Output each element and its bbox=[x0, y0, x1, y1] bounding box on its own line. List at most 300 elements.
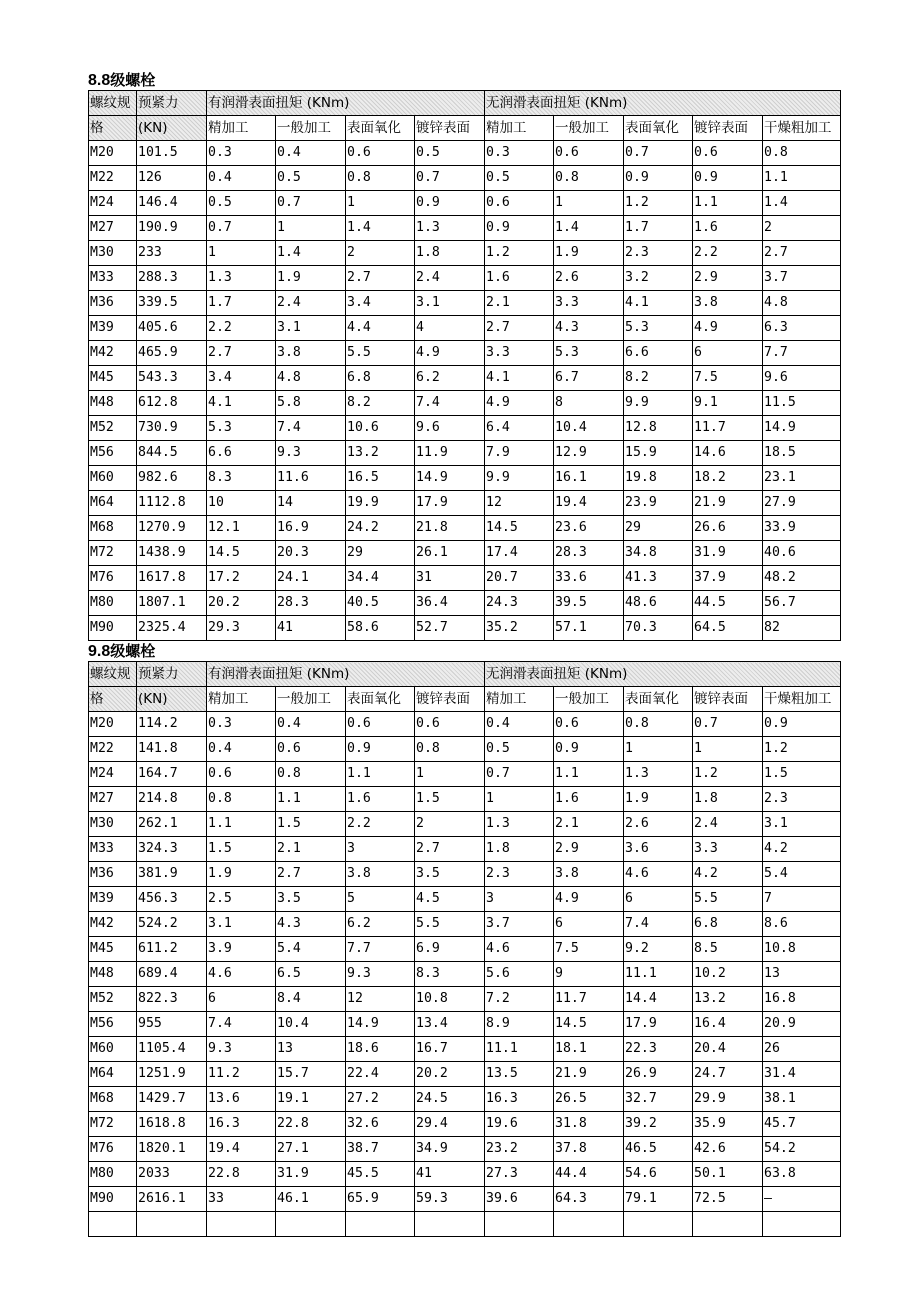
torque-cell: 7.2 bbox=[485, 987, 554, 1012]
torque-cell: 33 bbox=[207, 1187, 276, 1212]
torque-cell: 64.5 bbox=[693, 616, 763, 641]
torque-cell: 6.5 bbox=[276, 962, 346, 987]
torque-cell: 19.9 bbox=[346, 491, 415, 516]
torque-cell: 9.6 bbox=[415, 416, 485, 441]
torque-cell: 3.5 bbox=[276, 887, 346, 912]
torque-cell: 1.8 bbox=[415, 241, 485, 266]
torque-cell: 56.7 bbox=[763, 591, 841, 616]
torque-cell: 12 bbox=[485, 491, 554, 516]
thread-size-cell: M64 bbox=[89, 491, 137, 516]
col-header: 表面氧化 bbox=[346, 116, 415, 141]
torque-cell: 2 bbox=[763, 216, 841, 241]
torque-cell: 65.9 bbox=[346, 1187, 415, 1212]
torque-cell: 4.8 bbox=[276, 366, 346, 391]
torque-cell: 1.3 bbox=[207, 266, 276, 291]
torque-cell: 4.8 bbox=[763, 291, 841, 316]
preload-cell: 611.2 bbox=[137, 937, 207, 962]
header-row-columns bbox=[89, 687, 841, 712]
torque-cell: 34.8 bbox=[624, 541, 693, 566]
table-row bbox=[89, 291, 841, 316]
preload-cell: 1112.8 bbox=[137, 491, 207, 516]
torque-cell: 4.9 bbox=[485, 391, 554, 416]
torque-cell: 54.6 bbox=[624, 1162, 693, 1187]
preload-cell: 1820.1 bbox=[137, 1137, 207, 1162]
torque-cell: 36.4 bbox=[415, 591, 485, 616]
torque-cell: 17.9 bbox=[624, 1012, 693, 1037]
preload-cell: 982.6 bbox=[137, 466, 207, 491]
torque-cell: 20.4 bbox=[693, 1037, 763, 1062]
torque-cell: 26 bbox=[763, 1037, 841, 1062]
torque-cell: 1.4 bbox=[554, 216, 624, 241]
torque-cell: 2.2 bbox=[693, 241, 763, 266]
torque-cell: 34.4 bbox=[346, 566, 415, 591]
torque-cell: 29.9 bbox=[693, 1087, 763, 1112]
torque-cell: 1.4 bbox=[346, 216, 415, 241]
torque-cell: 13.2 bbox=[346, 441, 415, 466]
torque-cell: 10.6 bbox=[346, 416, 415, 441]
torque-cell: 59.3 bbox=[415, 1187, 485, 1212]
thread-size-cell: M20 bbox=[89, 712, 137, 737]
thread-spec-header: 螺纹规 bbox=[89, 91, 137, 116]
torque-cell: 3.5 bbox=[415, 862, 485, 887]
col-header: 一般加工 bbox=[276, 687, 346, 712]
torque-cell: 14.9 bbox=[346, 1012, 415, 1037]
torque-cell: 0.9 bbox=[346, 737, 415, 762]
thread-size-cell: M36 bbox=[89, 862, 137, 887]
torque-cell: 4.3 bbox=[554, 316, 624, 341]
torque-cell bbox=[624, 1212, 693, 1237]
torque-cell: 2.6 bbox=[554, 266, 624, 291]
torque-cell bbox=[207, 1212, 276, 1237]
preload-unit: (KN) bbox=[137, 687, 207, 712]
torque-cell: 54.2 bbox=[763, 1137, 841, 1162]
torque-cell: 2.3 bbox=[485, 862, 554, 887]
torque-cell: 0.9 bbox=[485, 216, 554, 241]
torque-cell: 3.6 bbox=[624, 837, 693, 862]
torque-cell: 34.9 bbox=[415, 1137, 485, 1162]
thread-size-cell: M90 bbox=[89, 616, 137, 641]
torque-cell: 1.7 bbox=[207, 291, 276, 316]
torque-cell: 31.9 bbox=[693, 541, 763, 566]
torque-cell: 7.5 bbox=[693, 366, 763, 391]
table-row bbox=[89, 862, 841, 887]
torque-cell: 18.6 bbox=[346, 1037, 415, 1062]
preload-cell: 381.9 bbox=[137, 862, 207, 887]
torque-cell: 29 bbox=[624, 516, 693, 541]
grade-suffix: 级螺栓 bbox=[110, 642, 156, 660]
torque-cell: 0.5 bbox=[415, 141, 485, 166]
torque-cell: 46.1 bbox=[276, 1187, 346, 1212]
thread-size-cell: M24 bbox=[89, 762, 137, 787]
torque-cell: 0.9 bbox=[693, 166, 763, 191]
torque-cell: 7.7 bbox=[763, 341, 841, 366]
torque-cell: 6.6 bbox=[624, 341, 693, 366]
col-header: 精加工 bbox=[485, 116, 554, 141]
preload-cell: 141.8 bbox=[137, 737, 207, 762]
header-row-columns bbox=[89, 116, 841, 141]
torque-cell: 1.9 bbox=[624, 787, 693, 812]
torque-cell: 3.3 bbox=[554, 291, 624, 316]
thread-size-cell: M39 bbox=[89, 316, 137, 341]
torque-cell: 1 bbox=[207, 241, 276, 266]
torque-cell: 0.6 bbox=[485, 191, 554, 216]
torque-cell: 35.2 bbox=[485, 616, 554, 641]
torque-cell: 41 bbox=[276, 616, 346, 641]
thread-size-cell: M22 bbox=[89, 166, 137, 191]
torque-cell: 19.4 bbox=[207, 1137, 276, 1162]
torque-cell: 6.9 bbox=[415, 937, 485, 962]
torque-cell: 0.5 bbox=[276, 166, 346, 191]
torque-cell: 5.3 bbox=[624, 316, 693, 341]
col-header: 一般加工 bbox=[276, 116, 346, 141]
thread-size-cell: M45 bbox=[89, 366, 137, 391]
torque-cell: 7.4 bbox=[415, 391, 485, 416]
torque-cell: 2.7 bbox=[276, 862, 346, 887]
thread-size-cell: M33 bbox=[89, 266, 137, 291]
thread-size-cell: M90 bbox=[89, 1187, 137, 1212]
torque-cell: 23.9 bbox=[624, 491, 693, 516]
torque-cell: — bbox=[763, 1187, 841, 1212]
torque-cell: 10.2 bbox=[693, 962, 763, 987]
torque-cell: 11.7 bbox=[693, 416, 763, 441]
torque-cell: 12.1 bbox=[207, 516, 276, 541]
torque-cell: 3.1 bbox=[415, 291, 485, 316]
torque-cell: 7.9 bbox=[485, 441, 554, 466]
torque-cell: 23.6 bbox=[554, 516, 624, 541]
torque-cell: 1.6 bbox=[346, 787, 415, 812]
thread-size-cell: M76 bbox=[89, 1137, 137, 1162]
preload-cell bbox=[137, 1212, 207, 1237]
preload-cell: 114.2 bbox=[137, 712, 207, 737]
torque-cell: 39.5 bbox=[554, 591, 624, 616]
torque-cell: 27.1 bbox=[276, 1137, 346, 1162]
thread-spec-header: 螺纹规 bbox=[89, 662, 137, 687]
torque-cell: 3.4 bbox=[207, 366, 276, 391]
torque-cell: 14.9 bbox=[763, 416, 841, 441]
torque-cell: 1.3 bbox=[415, 216, 485, 241]
torque-cell: 64.3 bbox=[554, 1187, 624, 1212]
table-row bbox=[89, 1187, 841, 1212]
torque-cell bbox=[554, 1212, 624, 1237]
torque-cell: 9.3 bbox=[276, 441, 346, 466]
torque-cell: 11.5 bbox=[763, 391, 841, 416]
torque-cell: 8.2 bbox=[346, 391, 415, 416]
torque-cell: 1.4 bbox=[763, 191, 841, 216]
torque-cell: 42.6 bbox=[693, 1137, 763, 1162]
thread-size-cell: M60 bbox=[89, 1037, 137, 1062]
thread-size-cell: M68 bbox=[89, 516, 137, 541]
col-header: 一般加工 bbox=[554, 687, 624, 712]
preload-cell: 1270.9 bbox=[137, 516, 207, 541]
torque-cell: 2 bbox=[346, 241, 415, 266]
torque-cell: 7.7 bbox=[346, 937, 415, 962]
table-row bbox=[89, 141, 841, 166]
torque-cell: 1.1 bbox=[554, 762, 624, 787]
torque-cell: 0.4 bbox=[276, 712, 346, 737]
torque-cell: 72.5 bbox=[693, 1187, 763, 1212]
torque-cell: 11.6 bbox=[276, 466, 346, 491]
torque-cell: 16.7 bbox=[415, 1037, 485, 1062]
torque-cell: 26.5 bbox=[554, 1087, 624, 1112]
torque-cell: 33.6 bbox=[554, 566, 624, 591]
thread-size-cell: M33 bbox=[89, 837, 137, 862]
torque-cell: 2.9 bbox=[693, 266, 763, 291]
torque-cell bbox=[346, 1212, 415, 1237]
torque-cell: 41 bbox=[415, 1162, 485, 1187]
torque-cell: 7 bbox=[763, 887, 841, 912]
torque-cell: 13.2 bbox=[693, 987, 763, 1012]
torque-cell: 1.2 bbox=[763, 737, 841, 762]
torque-cell: 12.8 bbox=[624, 416, 693, 441]
torque-cell: 14 bbox=[276, 491, 346, 516]
table-row bbox=[89, 962, 841, 987]
torque-cell: 8.9 bbox=[485, 1012, 554, 1037]
torque-cell: 21.9 bbox=[554, 1062, 624, 1087]
torque-cell: 16.1 bbox=[554, 466, 624, 491]
preload-cell: 543.3 bbox=[137, 366, 207, 391]
torque-cell: 0.6 bbox=[346, 712, 415, 737]
torque-cell: 5.5 bbox=[346, 341, 415, 366]
torque-cell: 16.4 bbox=[693, 1012, 763, 1037]
torque-cell: 21.9 bbox=[693, 491, 763, 516]
preload-cell: 1251.9 bbox=[137, 1062, 207, 1087]
table-row bbox=[89, 987, 841, 1012]
table-row bbox=[89, 341, 841, 366]
torque-cell: 45.7 bbox=[763, 1112, 841, 1137]
torque-cell: 6.2 bbox=[346, 912, 415, 937]
torque-cell: 11.7 bbox=[554, 987, 624, 1012]
torque-cell: 1.1 bbox=[346, 762, 415, 787]
torque-cell: 1.5 bbox=[276, 812, 346, 837]
torque-cell: 0.3 bbox=[207, 141, 276, 166]
preload-cell: 126 bbox=[137, 166, 207, 191]
preload-cell: 405.6 bbox=[137, 316, 207, 341]
preload-cell: 288.3 bbox=[137, 266, 207, 291]
torque-cell: 24.7 bbox=[693, 1062, 763, 1087]
torque-cell: 4.1 bbox=[207, 391, 276, 416]
torque-cell: 1.3 bbox=[624, 762, 693, 787]
torque-cell: 3.2 bbox=[624, 266, 693, 291]
torque-cell: 4.1 bbox=[485, 366, 554, 391]
torque-cell: 26.6 bbox=[693, 516, 763, 541]
torque-cell: 45.5 bbox=[346, 1162, 415, 1187]
header-row-groups bbox=[89, 91, 841, 116]
torque-cell: 4.1 bbox=[624, 291, 693, 316]
torque-cell: 33.9 bbox=[763, 516, 841, 541]
torque-cell: 1.6 bbox=[485, 266, 554, 291]
torque-cell: 0.7 bbox=[207, 216, 276, 241]
torque-cell: 5.4 bbox=[763, 862, 841, 887]
torque-cell: 9.6 bbox=[763, 366, 841, 391]
preload-cell: 844.5 bbox=[137, 441, 207, 466]
col-header: 镀锌表面 bbox=[693, 116, 763, 141]
torque-cell: 1.3 bbox=[485, 812, 554, 837]
table-row bbox=[89, 516, 841, 541]
torque-cell: 1.5 bbox=[763, 762, 841, 787]
preload-cell: 524.2 bbox=[137, 912, 207, 937]
torque-cell: 28.3 bbox=[554, 541, 624, 566]
preload-cell: 1438.9 bbox=[137, 541, 207, 566]
preload-cell: 689.4 bbox=[137, 962, 207, 987]
torque-cell: 20.9 bbox=[763, 1012, 841, 1037]
table-row bbox=[89, 762, 841, 787]
torque-cell: 3.9 bbox=[207, 937, 276, 962]
preload-unit: (KN) bbox=[137, 116, 207, 141]
torque-cell: 6.8 bbox=[693, 912, 763, 937]
torque-cell: 9.2 bbox=[624, 937, 693, 962]
torque-cell: 70.3 bbox=[624, 616, 693, 641]
torque-cell: 2.2 bbox=[207, 316, 276, 341]
preload-cell: 612.8 bbox=[137, 391, 207, 416]
torque-cell: 3 bbox=[485, 887, 554, 912]
torque-cell: 24.5 bbox=[415, 1087, 485, 1112]
thread-size-cell: M27 bbox=[89, 787, 137, 812]
table-row bbox=[89, 541, 841, 566]
torque-cell: 5 bbox=[346, 887, 415, 912]
preload-cell: 1429.7 bbox=[137, 1087, 207, 1112]
torque-cell: 2.4 bbox=[693, 812, 763, 837]
preload-cell: 2033 bbox=[137, 1162, 207, 1187]
torque-cell: 28.3 bbox=[276, 591, 346, 616]
torque-cell: 0.6 bbox=[346, 141, 415, 166]
table-row bbox=[89, 812, 841, 837]
torque-cell: 8.5 bbox=[693, 937, 763, 962]
table-row bbox=[89, 391, 841, 416]
torque-cell: 11.9 bbox=[415, 441, 485, 466]
torque-cell: 9.3 bbox=[207, 1037, 276, 1062]
table-row bbox=[89, 1112, 841, 1137]
torque-cell: 13.6 bbox=[207, 1087, 276, 1112]
col-header: 表面氧化 bbox=[624, 687, 693, 712]
torque-cell: 0.8 bbox=[554, 166, 624, 191]
col-header: 精加工 bbox=[485, 687, 554, 712]
torque-cell: 1 bbox=[485, 787, 554, 812]
thread-size-cell: M52 bbox=[89, 416, 137, 441]
torque-cell: 1.5 bbox=[415, 787, 485, 812]
torque-cell: 0.8 bbox=[624, 712, 693, 737]
torque-cell: 37.8 bbox=[554, 1137, 624, 1162]
torque-cell: 1.9 bbox=[554, 241, 624, 266]
torque-cell: 48.6 bbox=[624, 591, 693, 616]
torque-cell: 0.5 bbox=[485, 166, 554, 191]
torque-cell: 10 bbox=[207, 491, 276, 516]
torque-cell: 3.3 bbox=[693, 837, 763, 862]
table-row bbox=[89, 1137, 841, 1162]
torque-cell: 24.3 bbox=[485, 591, 554, 616]
torque-cell: 37.9 bbox=[693, 566, 763, 591]
torque-cell: 5.3 bbox=[207, 416, 276, 441]
table-row bbox=[89, 591, 841, 616]
torque-cell: 19.6 bbox=[485, 1112, 554, 1137]
torque-cell: 3 bbox=[346, 837, 415, 862]
table-row bbox=[89, 266, 841, 291]
torque-cell: 44.5 bbox=[693, 591, 763, 616]
table-row bbox=[89, 466, 841, 491]
torque-cell: 3.1 bbox=[276, 316, 346, 341]
torque-cell: 15.9 bbox=[624, 441, 693, 466]
torque-cell: 0.7 bbox=[693, 712, 763, 737]
table-row bbox=[89, 887, 841, 912]
thread-size-cell: M80 bbox=[89, 1162, 137, 1187]
torque-cell: 10.8 bbox=[415, 987, 485, 1012]
torque-cell: 11.1 bbox=[624, 962, 693, 987]
thread-size-cell: M30 bbox=[89, 812, 137, 837]
thread-size-cell: M39 bbox=[89, 887, 137, 912]
torque-cell: 5.5 bbox=[693, 887, 763, 912]
torque-cell: 14.9 bbox=[415, 466, 485, 491]
table-row bbox=[89, 1012, 841, 1037]
torque-cell: 1.2 bbox=[693, 762, 763, 787]
torque-cell: 0.9 bbox=[624, 166, 693, 191]
thread-size-cell: M20 bbox=[89, 141, 137, 166]
preload-header: 预紧力 bbox=[137, 662, 207, 687]
torque-cell: 4.9 bbox=[693, 316, 763, 341]
torque-cell: 39.6 bbox=[485, 1187, 554, 1212]
preload-cell: 262.1 bbox=[137, 812, 207, 837]
torque-cell: 4.6 bbox=[207, 962, 276, 987]
torque-cell: 22.4 bbox=[346, 1062, 415, 1087]
thread-size-cell: M48 bbox=[89, 962, 137, 987]
table-row bbox=[89, 241, 841, 266]
torque-cell: 2.4 bbox=[415, 266, 485, 291]
torque-cell: 20.3 bbox=[276, 541, 346, 566]
torque-cell: 2.9 bbox=[554, 837, 624, 862]
torque-cell: 5.6 bbox=[485, 962, 554, 987]
torque-cell: 3.8 bbox=[276, 341, 346, 366]
preload-header: 预紧力 bbox=[137, 91, 207, 116]
torque-cell: 1.2 bbox=[624, 191, 693, 216]
torque-cell: 1.1 bbox=[207, 812, 276, 837]
torque-cell: 4.3 bbox=[276, 912, 346, 937]
table-row bbox=[89, 416, 841, 441]
torque-cell: 52.7 bbox=[415, 616, 485, 641]
torque-cell: 14.5 bbox=[554, 1012, 624, 1037]
torque-cell: 1.5 bbox=[207, 837, 276, 862]
torque-cell: 6.2 bbox=[415, 366, 485, 391]
torque-cell: 17.2 bbox=[207, 566, 276, 591]
torque-cell: 12 bbox=[346, 987, 415, 1012]
torque-cell: 0.9 bbox=[415, 191, 485, 216]
grade-label: 8.8 bbox=[88, 72, 111, 89]
torque-cell: 3.4 bbox=[346, 291, 415, 316]
torque-cell: 14.6 bbox=[693, 441, 763, 466]
grade-suffix: 级螺栓 bbox=[110, 71, 156, 89]
thread-size-cell: M36 bbox=[89, 291, 137, 316]
torque-cell: 15.7 bbox=[276, 1062, 346, 1087]
dry-torque-header: 无润滑表面扭矩 (KNm) bbox=[485, 662, 841, 687]
torque-cell: 1 bbox=[276, 216, 346, 241]
table-row bbox=[89, 912, 841, 937]
table-row bbox=[89, 712, 841, 737]
section-title-8-8 bbox=[88, 69, 155, 90]
torque-cell: 18.5 bbox=[763, 441, 841, 466]
torque-cell: 39.2 bbox=[624, 1112, 693, 1137]
torque-cell: 40.5 bbox=[346, 591, 415, 616]
torque-table-9-8 bbox=[88, 661, 841, 1237]
torque-cell: 0.6 bbox=[415, 712, 485, 737]
torque-cell: 2.7 bbox=[346, 266, 415, 291]
lubricated-torque-header: 有润滑表面扭矩 (KNm) bbox=[207, 662, 485, 687]
torque-cell: 20.2 bbox=[207, 591, 276, 616]
torque-cell: 0.7 bbox=[415, 166, 485, 191]
torque-cell: 1.4 bbox=[276, 241, 346, 266]
torque-cell: 0.6 bbox=[554, 712, 624, 737]
torque-cell: 0.8 bbox=[415, 737, 485, 762]
torque-cell: 82 bbox=[763, 616, 841, 641]
torque-cell: 0.6 bbox=[207, 762, 276, 787]
torque-cell: 13.4 bbox=[415, 1012, 485, 1037]
torque-cell: 0.4 bbox=[276, 141, 346, 166]
